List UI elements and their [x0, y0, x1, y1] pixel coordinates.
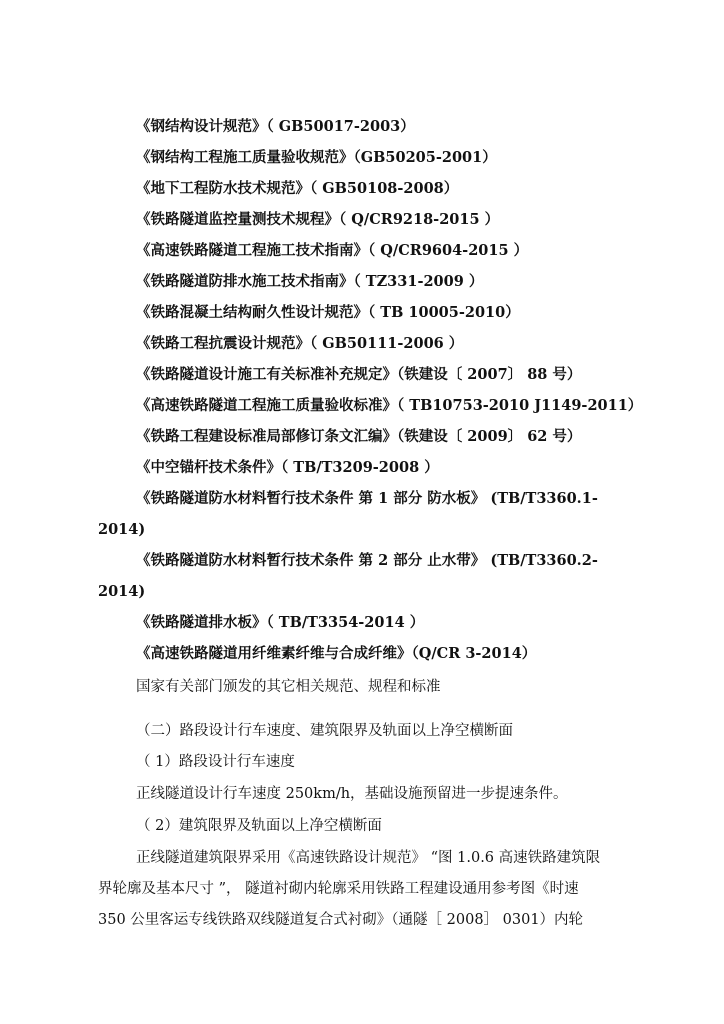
reference-item-waterstop-cont: 2014)	[98, 583, 146, 600]
reference-item-waterproof-board-cont: 2014)	[98, 521, 146, 538]
reference-item: 《高速铁路隧道工程施工技术指南》（ Q/CR9604-2015 ）	[136, 242, 529, 259]
reference-item: 《铁路隧道设计施工有关标准补充规定》（铁建设〔 2007〕 88 号）	[136, 366, 582, 383]
reference-item: 《地下工程防水技术规范》（ GB50108-2008）	[136, 180, 459, 197]
clearance-paragraph-line: 界轮廓及基本尺寸 ”， 隧道衬砌内轮廓采用铁路工程建设通用参考图《时速	[98, 881, 579, 897]
subsection-heading-speed: （ 1）路段设计行车速度	[136, 754, 295, 770]
reference-item: 《钢结构设计规范》（ GB50017-2003）	[136, 118, 415, 135]
other-standards-text: 国家有关部门颁发的其它相关规范、规程和标准	[136, 679, 441, 695]
clearance-paragraph-line: 正线隧道建筑限界采用《高速铁路设计规范》 “图 1.0.6 高速铁路建筑限	[136, 850, 601, 866]
reference-item: 《铁路隧道防排水施工技术指南》（ TZ331-2009 ）	[136, 273, 484, 290]
reference-item: 《铁路工程抗震设计规范》（ GB50111-2006 ）	[136, 335, 464, 352]
reference-item-waterstop: 《铁路隧道防水材料暂行技术条件 第 2 部分 止水带》 (TB/T3360.2-	[136, 552, 598, 569]
reference-item: 《铁路工程建设标准局部修订条文汇编》（铁建设〔 2009〕 62 号）	[136, 428, 582, 445]
speed-text: 正线隧道设计行车速度 250km/h，基础设施预留进一步提速条件。	[136, 786, 568, 802]
section-heading: （二）路段设计行车速度、建筑限界及轨面以上净空横断面	[136, 723, 513, 739]
reference-item: 《铁路混凝土结构耐久性设计规范》（ TB 10005-2010）	[136, 304, 520, 321]
reference-item-fiber: 《高速铁路隧道用纤维素纤维与合成纤维》（Q/CR 3-2014）	[136, 645, 537, 662]
reference-item-waterproof-board: 《铁路隧道防水材料暂行技术条件 第 1 部分 防水板》 (TB/T3360.1-	[136, 490, 598, 507]
clearance-paragraph-line: 350 公里客运专线铁路双线隧道复合式衬砌》（通隧［ 2008］ 0301）内轮	[98, 912, 584, 928]
reference-item: 《铁路隧道监控量测技术规程》（ Q/CR9218-2015 ）	[136, 211, 500, 228]
reference-item: 《钢结构工程施工质量验收规范》（GB50205-2001）	[136, 149, 497, 166]
subsection-heading-clearance: （ 2）建筑限界及轨面以上净空横断面	[136, 818, 382, 834]
reference-item-drainage-board: 《铁路隧道排水板》（ TB/T3354-2014 ）	[136, 614, 425, 631]
reference-item: 《中空锚杆技术条件》（ TB/T3209-2008 ）	[136, 459, 439, 476]
reference-item: 《高速铁路隧道工程施工质量验收标准》（ TB10753-2010 J1149-2011）	[136, 397, 643, 414]
